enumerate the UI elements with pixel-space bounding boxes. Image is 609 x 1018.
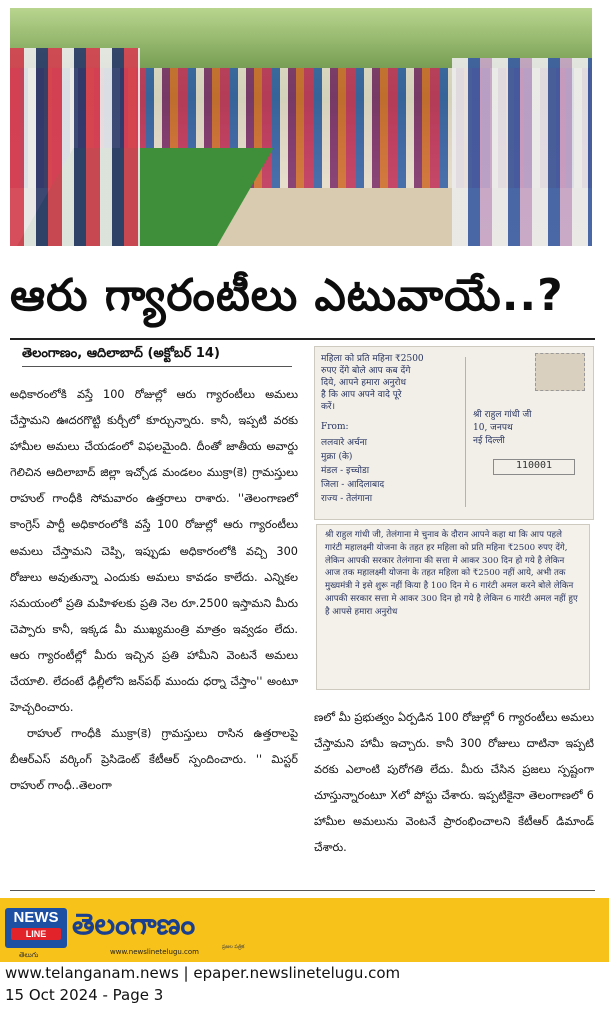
article-column-right [314, 705, 594, 880]
postcard-line: रुपए देंगे बोले आप कब देंगे [321, 366, 411, 376]
footer-date-page: 15 Oct 2024 - Page 3 [5, 986, 164, 1004]
postcard-line: है कि आप अपने वादे पूरे [321, 390, 402, 400]
postcard-divider [465, 357, 466, 507]
logo-telugu-small: తెలుగు [19, 952, 39, 959]
newsline-logo [5, 908, 67, 959]
address-line: श्री राहुल गांधी जी [473, 410, 532, 420]
footer-brand-band [0, 898, 609, 962]
address-line: 10, जनपथ [473, 423, 513, 433]
article-column-left [10, 382, 298, 880]
article-paragraph-1: అధికారంలోకి వస్తే 100 రోజుల్లో ఆరు గ్యారంటీలు అమలు చేస్తామని ఊదరగొట్టి కుర్చీలో కూర్చున్నారు. కానీ, ఇప్పటి వరకు హామీల అమలు చేయడంలో విఫలమైంది. దీంతో జాతీయ అవార్డు గెలిచిన ఆదిలాబాద్ జిల్లా ఇచ్చోడ మండలం ముక్రా(కె) గ్రామస్తులు రాహుల్ గాంధీకి సోమవారం ఉత్తరాలు రాశారు. ''తెలంగాణలో కాంగ్రెస్ పార్టీ అధికారంలోకి వస్తే 100 రోజుల్లో ఆరు గ్యారంటీలు అమలు చేస్తామని చెప్పి, ఇప్పుడు అధికారంలోకి వచ్చి 300 రోజులు అవుతున్నా ఎందుకు అమలు కావడం కాలేదు. ఎన్నికల సమయంలో ప్రతి మహిళలకు ప్రతి నెల రూ.2500 ఇస్తామని మీరు చెప్పారు కానీ, ఇక్కడ మీ ముఖ్యమంత్రి మాత్రం ఇవ్వడం లేదు. ఆరు గ్యారంటీల్లో మీరు ఇచ్చిన ప్రతి హామీని వెంటనే అమలు చేయాలి. లేదంటే ఢిల్లీలోని జన్‌పథ్ ముందు ధర్నా చేస్తాం'' అంటూ హెచ్చరించారు. [10, 388, 298, 715]
logo-news-text: NEWS [13, 909, 59, 926]
news-photo-villagers-with-letters [10, 8, 592, 246]
article-paragraph-2: రాహుల్ గాంధీకి ముక్రా(కె) గ్రామస్తులు రాసిన ఉత్తరాలపై బీఆర్ఎస్ వర్కింగ్ ప్రెసిడెంట్ కేటీఆర్ స్పందించారు. '' మిస్టర్ రాహుల్ గాంధీ..తెలంగా [10, 727, 298, 793]
logo-tagline: ప్రజల పత్రిక [222, 944, 245, 950]
postcard-line: राज्य - तेलंगाना [321, 494, 373, 504]
article-headline: ఆరు గ్యారంటీలు ఎటువాయే..? [10, 270, 564, 321]
postcard-line: जिला - आदिलाबाद [321, 480, 385, 490]
logo-url: www.newslinetelugu.com [110, 948, 199, 956]
telanganam-logo: తెలంగాణం [72, 907, 196, 941]
article-paragraph-3: ణలో మీ ప్రభుత్వం ఏర్పడిన 100 రోజుల్లో 6 గ్యారంటీలు అమలు చేస్తామని హామీ ఇచ్చారు. కానీ 300 రోజులు దాటినా ఇప్పటి వరకు ఎలాంటి పురోగతి లేదు. మీరు చేసిన ప్రజలు స్పష్టంగా చూస్తున్నారంటూ Xలో పోస్టు చేశారు. ఇప్పటికైనా తెలంగాణలో 6 హామీల అమలును వెంటనే ప్రారంభించాలని కేటీఆర్ డిమాండ్ చేశారు. [314, 711, 594, 854]
handwritten-letter-image: श्री राहुल गांधी जी, तेलंगाना मे चुनाव के दौरान आपने कहा था कि आप पहले गारंटी महालक्ष्मी योजना के तहत हर महिला को प्रति महिना ₹2500 रुपए देंगे, लेकिन आपकी सरकार तेलंगाना की सत्ता मे आकर 300 दिन हो गये है लेकिन आज तक महालक्ष्मी योजना के तहत महिला को ₹2500 नहीं आये, अभी तक मुख्यमंत्री ने इसे शुरू नहीं किया है 100 दिन मे 6 गारंटी अमल करने बोले लेकिन आपकी सरकार सत्ता मे आकर 300 दिन हो गये है लेकिन 6 गारंटी अमल नहीं हुए है आपसे हमारा अनुरोध [316, 524, 590, 690]
photo-people-left [10, 48, 140, 246]
postcard-line: ललवारे अर्चना [321, 438, 367, 448]
postcard-pin-code: 110001 [493, 459, 575, 475]
logo-line-text: LINE [11, 928, 61, 940]
postcard-line: करें। [321, 402, 336, 412]
article-bottom-rule [10, 890, 595, 891]
dateline-underline [22, 366, 292, 367]
postcard-address [473, 409, 583, 448]
headline-rule [10, 338, 595, 340]
epaper-footer [0, 898, 609, 1018]
postage-stamp [535, 353, 585, 391]
photo-people-right [452, 58, 592, 246]
postcard-line: दिये, आपने हमारा अनुरोध [321, 378, 407, 388]
postcard-image [314, 346, 594, 520]
article-dateline [22, 346, 302, 368]
postcard-line: महिला को प्रति महिना ₹2500 [321, 354, 424, 364]
address-line: नई दिल्ली [473, 436, 505, 446]
dateline-text: తెలంగాణం, ఆదిలాబాద్ (అక్టోబర్ 14) [22, 346, 220, 361]
footer-site-links[interactable]: www.telanganam.news | epaper.newslinetelugu.com [5, 964, 401, 982]
postcard-line: From: [321, 422, 349, 432]
postcard-line: मुक्रा (के) [321, 452, 353, 462]
postcard-line: मंडल - इच्चोडा [321, 466, 370, 476]
